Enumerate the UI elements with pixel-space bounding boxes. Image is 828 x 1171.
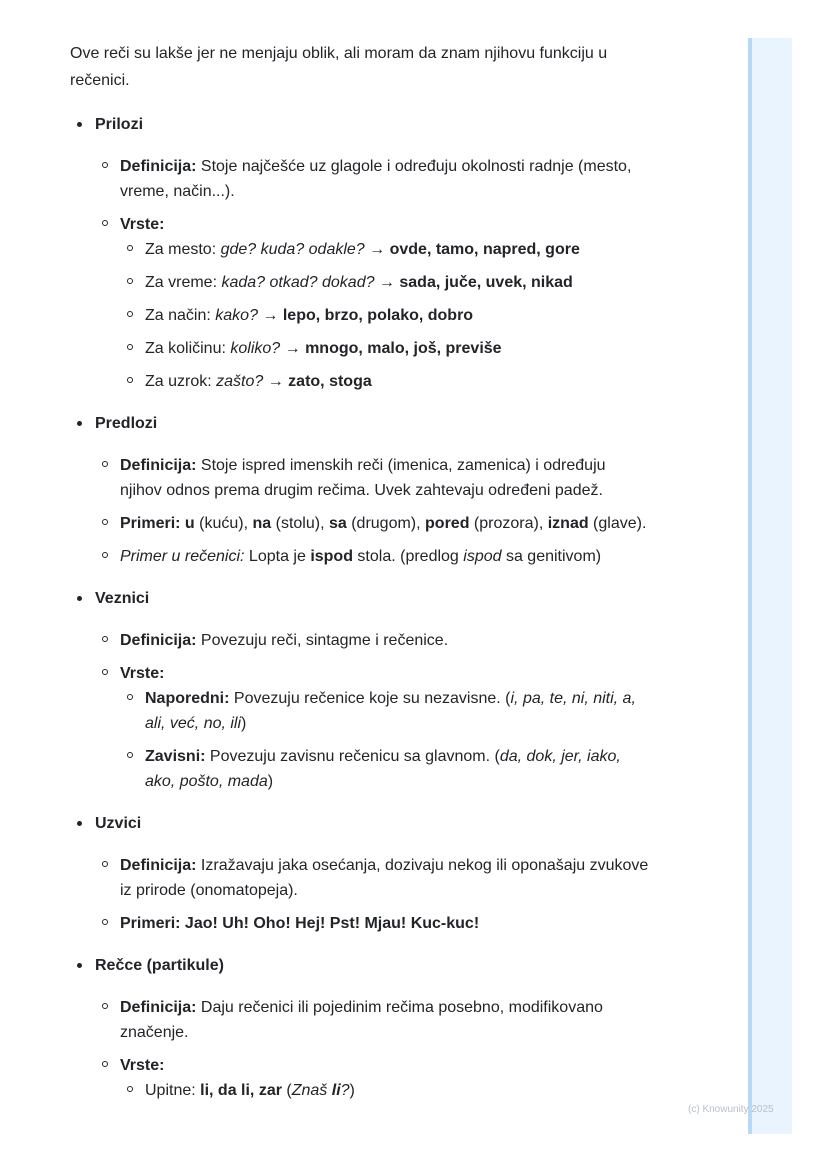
document-content bbox=[70, 40, 650, 1103]
types-item: Vrste: Za mesto: gde? kuda? odakle? → ovde, tamo, napred, gore Za vreme: kada? otkad? dokad? → sada, juče, uvek, nikad Za način: kako? → lepo, brzo, polako, dobro Za količinu: koliko? → mnogo, malo, još, previše Za uzrok: zašto? → zato, stoga bbox=[95, 212, 650, 394]
definition-item: Definicija: Stoje najčešće uz glagole i određuju okolnosti radnje (mesto, vreme, način...). bbox=[95, 154, 650, 204]
definition-item: Definicija: Povezuju reči, sintagme i rečenice. bbox=[95, 628, 650, 653]
type-item: Zavisni: Povezuju zavisnu rečenicu sa glavnom. (da, dok, jer, iako, ako, pošto, mada) bbox=[120, 744, 650, 794]
type-item: Za mesto: gde? kuda? odakle? → ovde, tamo, napred, gore bbox=[120, 237, 650, 262]
word-class-list bbox=[70, 112, 650, 1103]
intro-paragraph: Ove reči su lakše jer ne menjaju oblik, ali moram da znam njihovu funkciju u rečenici. bbox=[70, 45, 608, 89]
type-item: Naporedni: Povezuju rečenice koje su nezavisne. (i, pa, te, ni, niti, a, ali, već, no, ili) bbox=[120, 686, 650, 736]
definition-item: Definicija: Izražavaju jaka osećanja, dozivaju nekog ili oponašaju zvukove iz prirode (onomatopeja). bbox=[95, 853, 650, 903]
type-item: Upitne: li, da li, zar (Znaš li?) bbox=[120, 1078, 650, 1103]
section-title: Uzvici bbox=[95, 815, 142, 832]
examples-item: Primeri: Jao! Uh! Oho! Hej! Pst! Mjau! Kuc-kuc! bbox=[95, 911, 650, 936]
type-item: Za način: kako? → lepo, brzo, polako, dobro bbox=[120, 303, 650, 328]
type-item: Za količinu: koliko? → mnogo, malo, još, previše bbox=[120, 336, 650, 361]
section-title: Prilozi bbox=[95, 116, 144, 133]
section-veznici bbox=[70, 586, 650, 794]
section-recce bbox=[70, 953, 650, 1103]
examples-item: Primeri: u (kuću), na (stolu), sa (drugom), pored (prozora), iznad (glave). bbox=[95, 511, 650, 536]
definition-item: Definicija: Stoje ispred imenskih reči (imenica, zamenica) i određuju njihov odnos prema drugim rečima. Uvek zahtevaju određeni padež. bbox=[95, 453, 650, 503]
type-item: Za uzrok: zašto? → zato, stoga bbox=[120, 369, 650, 394]
section-predlozi bbox=[70, 411, 650, 569]
watermark: (c) Knowunity 2025 bbox=[688, 1104, 774, 1115]
sentence-example-item: Primer u rečenici: Lopta je ispod stola. (predlog ispod sa genitivom) bbox=[95, 544, 650, 569]
side-panel bbox=[748, 38, 792, 1134]
types-item: Vrste: Upitne: li, da li, zar (Znaš li?) bbox=[95, 1053, 650, 1103]
section-title: Veznici bbox=[95, 590, 150, 607]
section-uzvici bbox=[70, 811, 650, 936]
section-title: Rečce (partikule) bbox=[95, 957, 224, 974]
section-title: Predlozi bbox=[95, 415, 158, 432]
types-item: Vrste: Naporedni: Povezuju rečenice koje su nezavisne. (i, pa, te, ni, niti, a, ali, već, no, ili) Zavisni: Povezuju zavisnu rečenicu sa glavnom. (da, dok, jer, iako, ako, pošto, mada) bbox=[95, 661, 650, 794]
section-prilozi bbox=[70, 112, 650, 394]
type-item: Za vreme: kada? otkad? dokad? → sada, juče, uvek, nikad bbox=[120, 270, 650, 295]
definition-item: Definicija: Daju rečenici ili pojedinim rečima posebno, modifikovano značenje. bbox=[95, 995, 650, 1045]
